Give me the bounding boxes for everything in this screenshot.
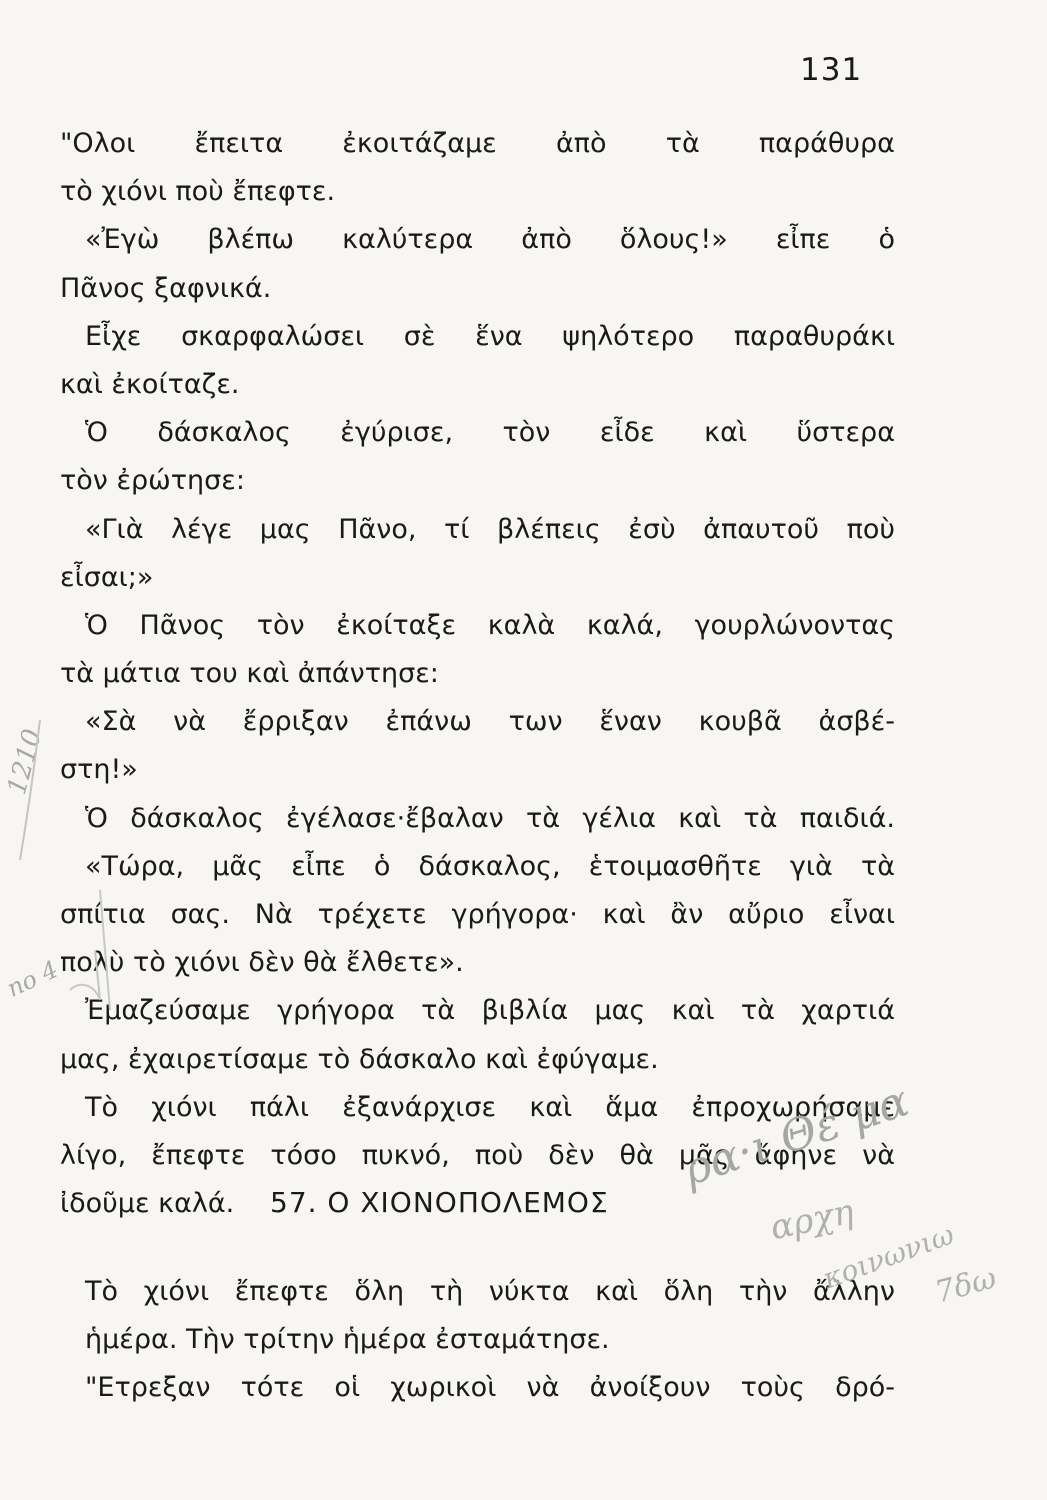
text-line: τὰ μάτια του καὶ ἀπάντησε: [60, 658, 439, 690]
text-line: τὸν ἐρώτησε: [60, 465, 245, 497]
chapter-heading: 57. Ο ΧΙΟΝΟΠΟΛΕΜΟΣ [270, 1186, 609, 1219]
text-line: Τὸ χιόνι ἔπεφτε ὅλη τὴ νύκτα καὶ ὅλη τὴν ἄλλην [85, 1276, 895, 1307]
text-line: ἰδοῦμε καλά. [60, 1188, 235, 1220]
text-line: «Τώρα, μᾶς εἶπε ὁ δάσκαλος, ἑτοιμασθῆτε γιὰ τὰ [85, 850, 895, 882]
margin-note-right-1: ρα·ι Θέ μα [677, 1075, 915, 1196]
margin-note-right-3: κοινωνιω [818, 1217, 959, 1296]
text-line: Ὁ δάσκαλος ἐγέλασε·ἔβαλαν τὰ γέλια καὶ τὰ παιδιά. [85, 802, 895, 834]
text-line: Πᾶνος ξαφνικά. [60, 272, 272, 304]
page-number: 131 [800, 52, 863, 88]
text-line: τὸ χιόνι ποὺ ἔπεφτε. [60, 176, 336, 208]
text-line: μας, ἐχαιρετίσαμε τὸ δάσκαλο καὶ ἐφύγαμε. [60, 1043, 659, 1075]
text-line: Εἶχε σκαρφαλώσει σὲ ἕνα ψηλότερο παραθυράκι [85, 320, 895, 352]
text-line: "Ολοι ἔπειτα ἐκοιτάζαμε ἀπὸ τὰ παράθυρα [60, 128, 895, 159]
text-line: Τὸ χιόνι πάλι ἐξανάρχισε καὶ ἅμα ἐπροχωρήσαμε [85, 1091, 895, 1123]
text-line: «Γιὰ λέγε μας Πᾶνο, τί βλέπεις ἐσὺ ἀπαυτοῦ ποὺ [85, 513, 895, 545]
margin-note-left-top: 1210 [2, 726, 49, 798]
text-line: στη!» [60, 754, 138, 786]
margin-note-left-bottom: no 4 [2, 955, 63, 1003]
text-line: Ὁ δάσκαλος ἐγύρισε, τὸν εἶδε καὶ ὕστερα [85, 417, 895, 449]
text-line: Ἐμαζεύσαμε γρήγορα τὰ βιβλία μας καὶ τὰ χαρτιά [85, 995, 895, 1027]
text-line: λίγο, ἔπεφτε τόσο πυκνό, ποὺ δὲν θὰ μᾶς ἄφηνε νὰ [60, 1139, 895, 1171]
margin-note-right-4: 7δω [931, 1260, 1001, 1311]
text-line: «Σὰ νὰ ἔρριξαν ἐπάνω των ἕναν κουβᾶ ἀσβέ- [85, 706, 895, 738]
text-line: εἶσαι;» [60, 561, 154, 593]
text-line: σπίτια σας. Νὰ τρέχετε γρήγορα· καὶ ἂν αὔριο εἶναι [60, 899, 895, 930]
text-line: πολὺ τὸ χιόνι δὲν θὰ ἔλθετε». [60, 947, 464, 979]
text-line: "Ετρεξαν τότε οἱ χωρικοὶ νὰ ἀνοίξουν τοὺς δρό- [85, 1372, 895, 1404]
body-text-2 [60, 1268, 895, 1413]
text-line: καὶ ἐκοίταζε. [60, 368, 240, 400]
margin-note-right-2: αρχη [766, 1191, 858, 1249]
body-text [60, 120, 895, 1228]
text-line: «Ἐγὼ βλέπω καλύτερα ἀπὸ ὅλους!» εἶπε ὁ [85, 224, 895, 256]
text-line: Ὁ Πᾶνος τὸν ἐκοίταξε καλὰ καλά, γουρλώνοντας [85, 609, 895, 641]
text-line: ἡμέρα. Τὴν τρίτην ἡμέρα ἐσταμάτησε. [85, 1324, 610, 1356]
